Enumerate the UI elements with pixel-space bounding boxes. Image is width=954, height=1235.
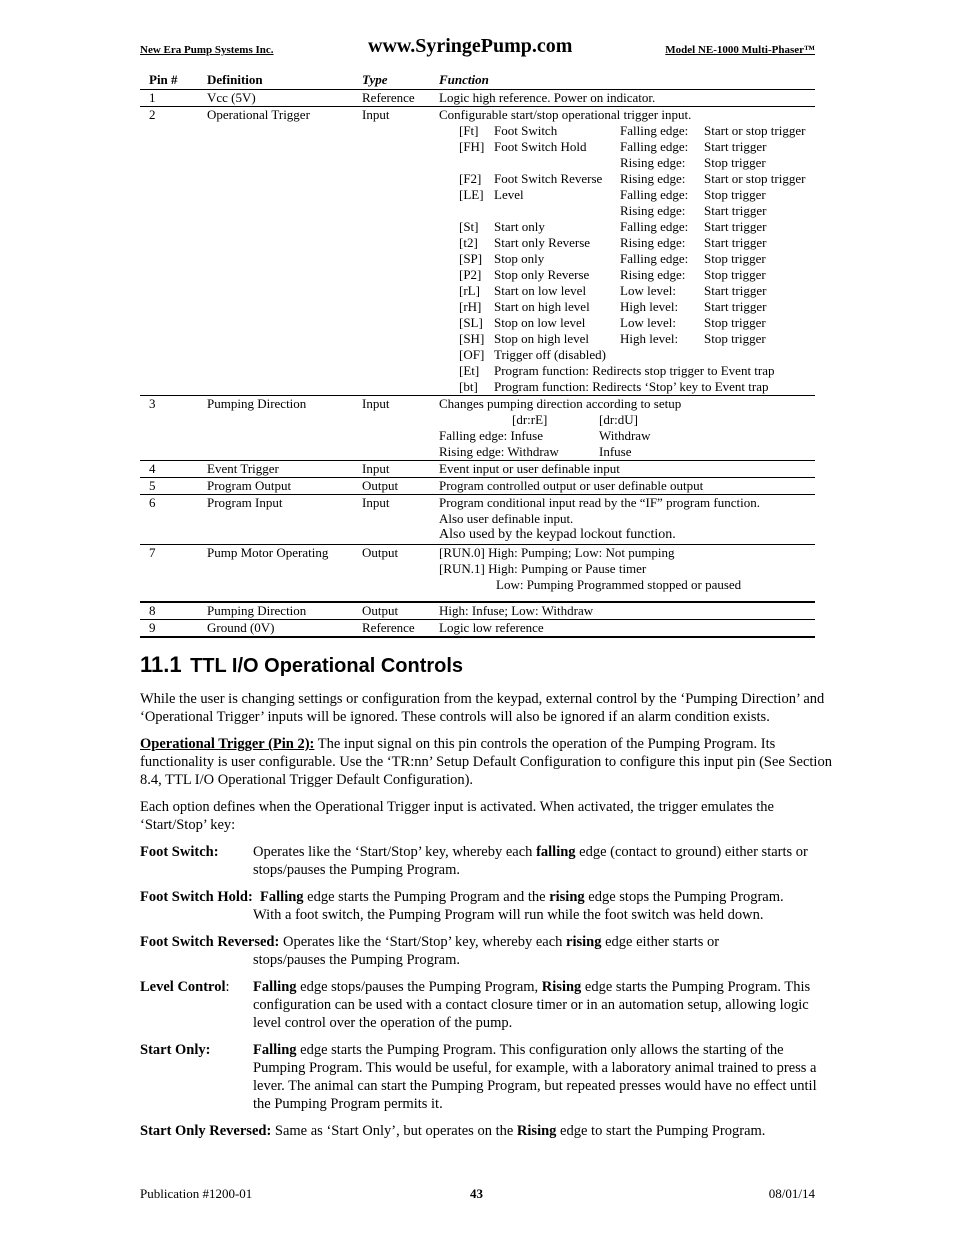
definition-start-only <box>140 1041 837 1113</box>
option-name: Level <box>494 187 524 202</box>
col-header-function: Function <box>439 72 815 90</box>
definition-foot-switch <box>140 843 837 879</box>
function-line: [RUN.0] High: Pumping; Low: Not pumping <box>439 545 675 560</box>
table-row <box>140 495 815 545</box>
text-run-bold: rising <box>566 934 602 950</box>
section-title: TTL I/O Operational Controls <box>190 655 464 677</box>
option-edge: High level: <box>620 299 679 314</box>
pin-function: High: Infuse; Low: Withdraw <box>439 602 815 620</box>
table-row <box>140 396 815 461</box>
option-action: Start trigger <box>704 299 767 314</box>
trigger-option-row <box>439 171 815 187</box>
option-edge: Rising edge: <box>620 203 686 218</box>
pin-definition: Program Output <box>207 478 362 495</box>
falling-edge-label: Falling edge: Infuse <box>439 428 543 443</box>
direction-header-row <box>439 412 815 428</box>
table-row <box>140 620 815 638</box>
option-name <box>494 203 620 219</box>
pin-definition: Pump Motor Operating <box>207 545 362 603</box>
term-continuation: With a foot switch, the Pumping Program will run while the foot switch was held down. <box>253 907 764 923</box>
function-line: [RUN.1] High: Pumping or Pause timer <box>439 561 647 576</box>
text-run: edge starts the Pumping Program. This configuration only allows the starting of the Pumping Program. This would be useful, for example, with a laboratory animal trained to press a lever. The animal can start the Pumping Program, but repeated presses would have no effect until the Pumping Program permits it. <box>253 1042 817 1112</box>
pin-function: Logic low reference <box>439 620 815 638</box>
option-code: [P2] <box>459 267 482 282</box>
text-run-bold: Falling <box>253 1042 297 1058</box>
term-label: Foot Switch: <box>140 844 219 860</box>
option-action: Start trigger <box>704 139 767 154</box>
option-edge: Falling edge: <box>620 219 689 234</box>
pin-type: Output <box>362 602 439 620</box>
company-name: New Era Pump Systems Inc. <box>140 44 274 56</box>
pin-number: 9 <box>140 620 207 638</box>
rising-edge-alt: Infuse <box>599 444 632 459</box>
text-run: edge starts the Pumping Program. This configuration can be used with a contact closure timer or in an automation setup, allowing logic level control over the operation of the pump. <box>253 979 811 1031</box>
pin-type: Input <box>362 107 439 396</box>
option-action: Start or stop trigger <box>704 123 806 138</box>
option-code: [F2] <box>459 171 482 186</box>
text-run: edge starts the Pumping Program and the <box>303 889 550 905</box>
option-edge: Rising edge: <box>620 155 686 170</box>
term-continuation: stops/pauses the Pumping Program. <box>253 952 461 968</box>
term-text <box>253 843 837 879</box>
term-label: Foot Switch Reversed: <box>140 934 280 950</box>
trigger-option-row <box>439 123 815 139</box>
col-header-pin: Pin # <box>140 72 207 90</box>
pin-type: Input <box>362 396 439 461</box>
definition-level-control <box>140 978 837 1032</box>
text-run-bold: Falling <box>253 979 297 995</box>
option-edge: High level: <box>620 331 679 346</box>
col-header-definition: Definition <box>207 72 362 90</box>
pin-function: Event input or user definable input <box>439 461 815 478</box>
term-label: Operational Trigger (Pin 2): <box>140 736 315 752</box>
trigger-option-row <box>439 219 815 235</box>
text-run: edge stops the Pumping Program. <box>584 889 784 905</box>
trigger-option-list <box>439 123 815 347</box>
pin-function <box>439 495 815 545</box>
text-run: Operates like the ‘Start/Stop’ key, whereby each <box>279 934 567 950</box>
text-run: edge stops/pauses the Pumping Program, <box>296 979 542 995</box>
option-code: [SL] <box>459 315 483 330</box>
option-edge: Low level: <box>620 315 676 330</box>
text-run-bold: Falling <box>260 889 304 905</box>
definition-foot-switch-hold <box>140 888 837 924</box>
option-action: Stop trigger <box>704 251 766 266</box>
text-run-bold: rising <box>549 889 585 905</box>
trigger-extra-list <box>439 347 815 395</box>
option-name: Foot Switch Reverse <box>494 171 603 186</box>
definition-start-only-reversed <box>140 1122 837 1140</box>
text-run: edge either starts or <box>601 934 720 950</box>
direction-falling-row <box>439 428 815 444</box>
option-name <box>494 155 620 171</box>
pin-definition: Ground (0V) <box>207 620 362 638</box>
text-run: edge to start the Pumping Program. <box>556 1123 766 1139</box>
pin-function: Program controlled output or user definable output <box>439 478 815 495</box>
option-action: Stop trigger <box>704 187 766 202</box>
pin-number: 8 <box>140 602 207 620</box>
function-line: Program conditional input read by the “IF” program function. <box>439 495 760 510</box>
option-code: [FH] <box>459 139 485 154</box>
section-heading <box>140 652 463 678</box>
option-action: Start trigger <box>704 283 767 298</box>
trigger-extra-row <box>439 363 815 379</box>
option-action: Start trigger <box>704 219 767 234</box>
term-text <box>253 1041 837 1113</box>
publication-number: Publication #1200-01 <box>140 1186 253 1201</box>
option-code: [SH] <box>459 331 485 346</box>
website-link[interactable]: www.SyringePump.com <box>368 35 573 57</box>
option-name: Foot Switch <box>494 123 558 138</box>
term-label: Foot Switch Hold: <box>140 889 253 905</box>
page-header <box>140 34 815 64</box>
term-label: Start Only Reversed: <box>140 1123 272 1139</box>
text-run-bold: Rising <box>516 1123 557 1139</box>
option-code: [rL] <box>459 283 480 298</box>
trigger-option-row <box>439 315 815 331</box>
trigger-option-row <box>439 203 815 219</box>
option-name: Stop on low level <box>494 315 586 330</box>
paragraph <box>140 735 837 789</box>
option-edge: Falling edge: <box>620 251 689 266</box>
option-code: [OF] <box>459 347 485 362</box>
setup-code-reverse: [dr:rE] <box>512 412 548 427</box>
option-description: Program function: Redirects ‘Stop’ key to Event trap <box>494 379 769 394</box>
option-action: Stop trigger <box>704 331 766 346</box>
pin-table <box>140 72 815 638</box>
trigger-option-row <box>439 331 815 347</box>
trigger-option-row <box>439 139 815 155</box>
option-description: Trigger off (disabled) <box>494 347 606 362</box>
option-name: Stop on high level <box>494 331 589 346</box>
option-code <box>459 155 494 171</box>
trigger-option-row <box>439 251 815 267</box>
pin-number: 5 <box>140 478 207 495</box>
option-name: Start only Reverse <box>494 235 591 250</box>
function-intro: Configurable start/stop operational trigger input. <box>439 107 692 122</box>
pin-number: 1 <box>140 90 207 107</box>
pin-type: Reference <box>362 620 439 638</box>
pin-type: Input <box>362 495 439 545</box>
pin-type: Output <box>362 545 439 603</box>
option-code: [St] <box>459 219 479 234</box>
falling-edge-alt: Withdraw <box>599 428 651 443</box>
model-name: Model NE-1000 Multi-Phaser™ <box>665 44 815 56</box>
option-edge: Falling edge: <box>620 123 689 138</box>
option-edge: Low level: <box>620 283 676 298</box>
term-text <box>253 978 837 1032</box>
term-label: Level Control <box>140 979 226 995</box>
trigger-option-row <box>439 187 815 203</box>
pin-number: 3 <box>140 396 207 461</box>
publication-date: 08/01/14 <box>768 1186 815 1201</box>
option-edge: Rising edge: <box>620 235 686 250</box>
rising-edge-label: Rising edge: Withdraw <box>439 444 559 459</box>
text-run: Same as ‘Start Only’, but operates on the <box>271 1123 517 1139</box>
option-code: [Et] <box>459 363 480 378</box>
pin-definition: Program Input <box>207 495 362 545</box>
function-intro: Changes pumping direction according to setup <box>439 396 682 411</box>
option-edge: Falling edge: <box>620 139 689 154</box>
option-action: Start trigger <box>704 235 767 250</box>
pin-number: 7 <box>140 545 207 603</box>
option-name: Foot Switch Hold <box>494 139 587 154</box>
table-row <box>140 545 815 603</box>
option-code: [bt] <box>459 379 478 394</box>
section-number: 11.1 <box>140 652 182 677</box>
option-code: [LE] <box>459 187 484 202</box>
pin-definition: Vcc (5V) <box>207 90 362 107</box>
term-colon: : <box>225 979 230 995</box>
setup-code-default: [dr:dU] <box>599 412 638 427</box>
table-row <box>140 90 815 107</box>
option-name: Start on high level <box>494 299 590 314</box>
option-name: Start on low level <box>494 283 587 298</box>
pin-definition: Operational Trigger <box>207 107 362 396</box>
pin-type: Reference <box>362 90 439 107</box>
function-line: Low: Pumping Programmed stopped or paused <box>496 577 742 592</box>
pin-function: Logic high reference. Power on indicator. <box>439 90 815 107</box>
option-edge: Rising edge: <box>620 171 686 186</box>
text-run-bold: Rising <box>541 979 582 995</box>
function-line: Also user definable input. <box>439 511 574 526</box>
pin-type: Output <box>362 478 439 495</box>
function-line: Also used by the keypad lockout function. <box>439 527 676 542</box>
trigger-option-row <box>439 283 815 299</box>
paragraph-text: The input signal on this pin controls the operation of the Pumping Program. Its functionality is user configurable. Use the ‘TR:nn’ Setup Default Configuration to configure this input pin (See Section 8.4, TTL I/O Operational Trigger Default Configuration). <box>140 736 832 788</box>
pin-type: Input <box>362 461 439 478</box>
trigger-option-row <box>439 155 815 171</box>
trigger-option-row <box>439 235 815 251</box>
option-action: Start trigger <box>704 203 767 218</box>
option-edge: Rising edge: <box>620 267 686 282</box>
text-run: edge (contact to ground) either starts or stops/pauses the Pumping Program. <box>253 844 808 878</box>
table-row <box>140 107 815 396</box>
pin-function <box>439 545 815 603</box>
table-row <box>140 478 815 495</box>
option-code: [Ft] <box>459 123 479 138</box>
option-code: [SP] <box>459 251 483 266</box>
option-action: Stop trigger <box>704 267 766 282</box>
option-action: Start or stop trigger <box>704 171 806 186</box>
body-text <box>140 690 837 1149</box>
option-code: [t2] <box>459 235 478 250</box>
direction-rising-row <box>439 444 815 460</box>
pin-function <box>439 107 815 396</box>
option-code <box>459 203 494 219</box>
term-label-wrap <box>140 978 253 1032</box>
option-name: Start only <box>494 219 545 234</box>
option-description: Program function: Redirects stop trigger to Event trap <box>494 363 775 378</box>
option-name: Stop only Reverse <box>494 267 590 282</box>
pin-definition: Event Trigger <box>207 461 362 478</box>
text-run-bold: falling <box>536 844 576 860</box>
paragraph: While the user is changing settings or configuration from the keypad, external control by the ‘Pumping Direction’ and ‘Operational Trigger’ inputs will be ignored. These controls will also be ignored if an alarm condition exists. <box>140 691 825 725</box>
option-action: Stop trigger <box>704 155 766 170</box>
pin-number: 6 <box>140 495 207 545</box>
table-row <box>140 461 815 478</box>
text-run: Operates like the ‘Start/Stop’ key, whereby each <box>253 844 537 860</box>
option-edge: Falling edge: <box>620 187 689 202</box>
pin-number: 4 <box>140 461 207 478</box>
trigger-extra-row <box>439 347 815 363</box>
paragraph: Each option defines when the Operational Trigger input is activated. When activated, the trigger emulates the ‘Start/Stop’ key: <box>140 799 774 833</box>
pin-function <box>439 396 815 461</box>
trigger-extra-row <box>439 379 815 395</box>
pin-definition: Pumping Direction <box>207 602 362 620</box>
pin-definition: Pumping Direction <box>207 396 362 461</box>
col-header-type: Type <box>362 72 439 90</box>
definition-foot-switch-reversed <box>140 933 837 969</box>
option-name: Stop only <box>494 251 545 266</box>
pin-number: 2 <box>140 107 207 396</box>
table-row <box>140 602 815 620</box>
trigger-option-row <box>439 267 815 283</box>
option-action: Stop trigger <box>704 315 766 330</box>
option-code: [rH] <box>459 299 482 314</box>
page-number: 43 <box>470 1186 483 1201</box>
trigger-option-row <box>439 299 815 315</box>
term-label: Start Only: <box>140 1042 211 1058</box>
